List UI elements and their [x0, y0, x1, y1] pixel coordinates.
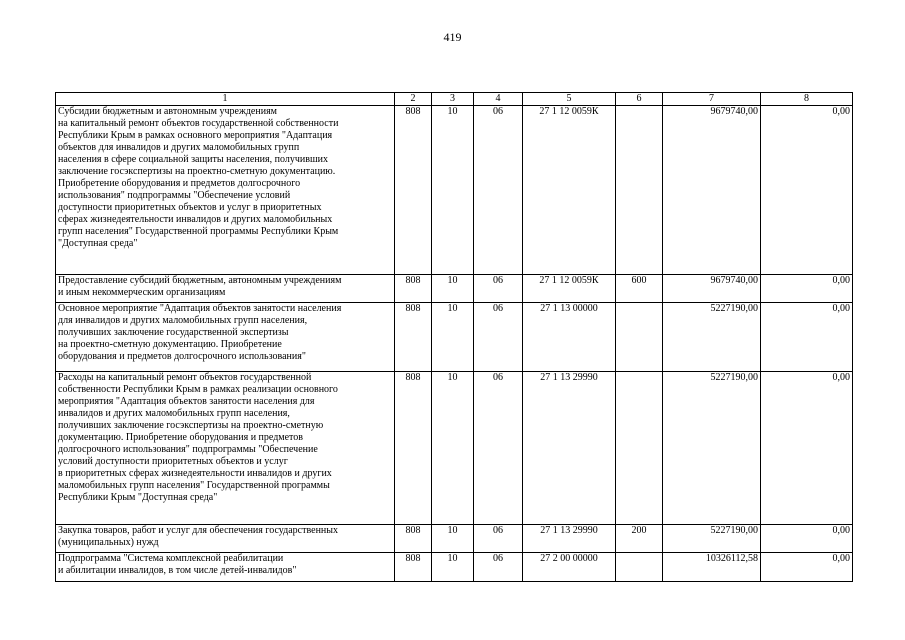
row-subsection-code: 06 [474, 106, 523, 275]
header-col-8: 8 [761, 93, 853, 106]
row-expense-type [616, 372, 663, 525]
row-expense-type [616, 553, 663, 582]
row-target-code: 27 2 00 00000 [523, 553, 616, 582]
row-description: Подпрограмма "Система комплексной реабилитации и абилитации инвалидов, в том числе детей-инвалидов" [56, 553, 395, 582]
header-col-4: 4 [474, 93, 523, 106]
row-description: Субсидии бюджетным и автономным учреждениям на капитальный ремонт объектов государственной собственности Республики Крым в рамках основного мероприятия "Адаптация объектов для инвалидов и других маломобильных групп населения в сфере социальной защиты населения, получивших заключение госэкспертизы на проектно-сметную документацию. Приобретение оборудования и предметов долгосрочного использования" подпрограммы "Обеспечение условий доступности приоритетных объектов и услуг в приоритетных сферах жизнедеятельности инвалидов и других маломобильных групп населения" Государственной программы Республики Крым "Доступная среда" [56, 106, 395, 275]
row-amount: 5227190,00 [663, 372, 761, 525]
row-amount: 5227190,00 [663, 525, 761, 553]
row-subsection-code: 06 [474, 525, 523, 553]
row-subsection-code: 06 [474, 275, 523, 303]
row-section-code: 10 [432, 303, 474, 372]
row-ministry-code: 808 [395, 106, 432, 275]
row-target-code: 27 1 13 29990 [523, 525, 616, 553]
row-expense-type [616, 106, 663, 275]
header-col-7: 7 [663, 93, 761, 106]
row-target-code: 27 1 13 00000 [523, 303, 616, 372]
row-section-code: 10 [432, 372, 474, 525]
row-federal-amount: 0,00 [761, 553, 853, 582]
row-section-code: 10 [432, 553, 474, 582]
row-subsection-code: 06 [474, 553, 523, 582]
row-federal-amount: 0,00 [761, 106, 853, 275]
row-expense-type [616, 303, 663, 372]
row-federal-amount: 0,00 [761, 372, 853, 525]
row-description: Предоставление субсидий бюджетным, автономным учреждениям и иным некоммерческим организациям [56, 275, 395, 303]
row-subsection-code: 06 [474, 303, 523, 372]
row-federal-amount: 0,00 [761, 275, 853, 303]
row-expense-type: 200 [616, 525, 663, 553]
row-subsection-code: 06 [474, 372, 523, 525]
row-amount: 5227190,00 [663, 303, 761, 372]
page-number: 419 [443, 30, 462, 44]
row-expense-type: 600 [616, 275, 663, 303]
row-ministry-code: 808 [395, 275, 432, 303]
row-section-code: 10 [432, 106, 474, 275]
row-amount: 9679740,00 [663, 275, 761, 303]
table-row [56, 303, 853, 372]
table-row [56, 525, 853, 553]
header-col-5: 5 [523, 93, 616, 106]
row-amount: 9679740,00 [663, 106, 761, 275]
row-federal-amount: 0,00 [761, 525, 853, 553]
row-federal-amount: 0,00 [761, 303, 853, 372]
row-description: Основное мероприятие "Адаптация объектов занятости населения для инвалидов и других маломобильных групп населения, получивших заключение государственной экспертизы на проектно-сметную документацию. Приобретение оборудования и предметов долгосрочного использования" [56, 303, 395, 372]
row-ministry-code: 808 [395, 372, 432, 525]
row-target-code: 27 1 12 0059К [523, 275, 616, 303]
table-row [56, 275, 853, 303]
header-col-6: 6 [616, 93, 663, 106]
header-col-2: 2 [395, 93, 432, 106]
row-target-code: 27 1 12 0059К [523, 106, 616, 275]
header-col-1: 1 [56, 93, 395, 106]
row-ministry-code: 808 [395, 525, 432, 553]
budget-table [55, 92, 853, 582]
table-header-row [56, 93, 853, 106]
table-row [56, 372, 853, 525]
row-description: Закупка товаров, работ и услуг для обеспечения государственных (муниципальных) нужд [56, 525, 395, 553]
table-row [56, 553, 853, 582]
row-amount: 10326112,58 [663, 553, 761, 582]
header-col-3: 3 [432, 93, 474, 106]
row-ministry-code: 808 [395, 553, 432, 582]
row-section-code: 10 [432, 275, 474, 303]
row-target-code: 27 1 13 29990 [523, 372, 616, 525]
row-description: Расходы на капитальный ремонт объектов государственной собственности Республики Крым в рамках реализации основного мероприятия "Адаптация объектов занятости населения для инвалидов и других маломобильных групп населения, получивших заключение госэкспертизы на проектно-сметную документацию. Приобретение оборудования и предметов долгосрочного использования" подпрограммы "Обеспечение условий доступности приоритетных объектов и услуг в приоритетных сферах жизнедеятельности инвалидов и других маломобильных групп населения" Государственной программы Республики Крым "Доступная среда" [56, 372, 395, 525]
row-ministry-code: 808 [395, 303, 432, 372]
row-section-code: 10 [432, 525, 474, 553]
table-row [56, 106, 853, 275]
